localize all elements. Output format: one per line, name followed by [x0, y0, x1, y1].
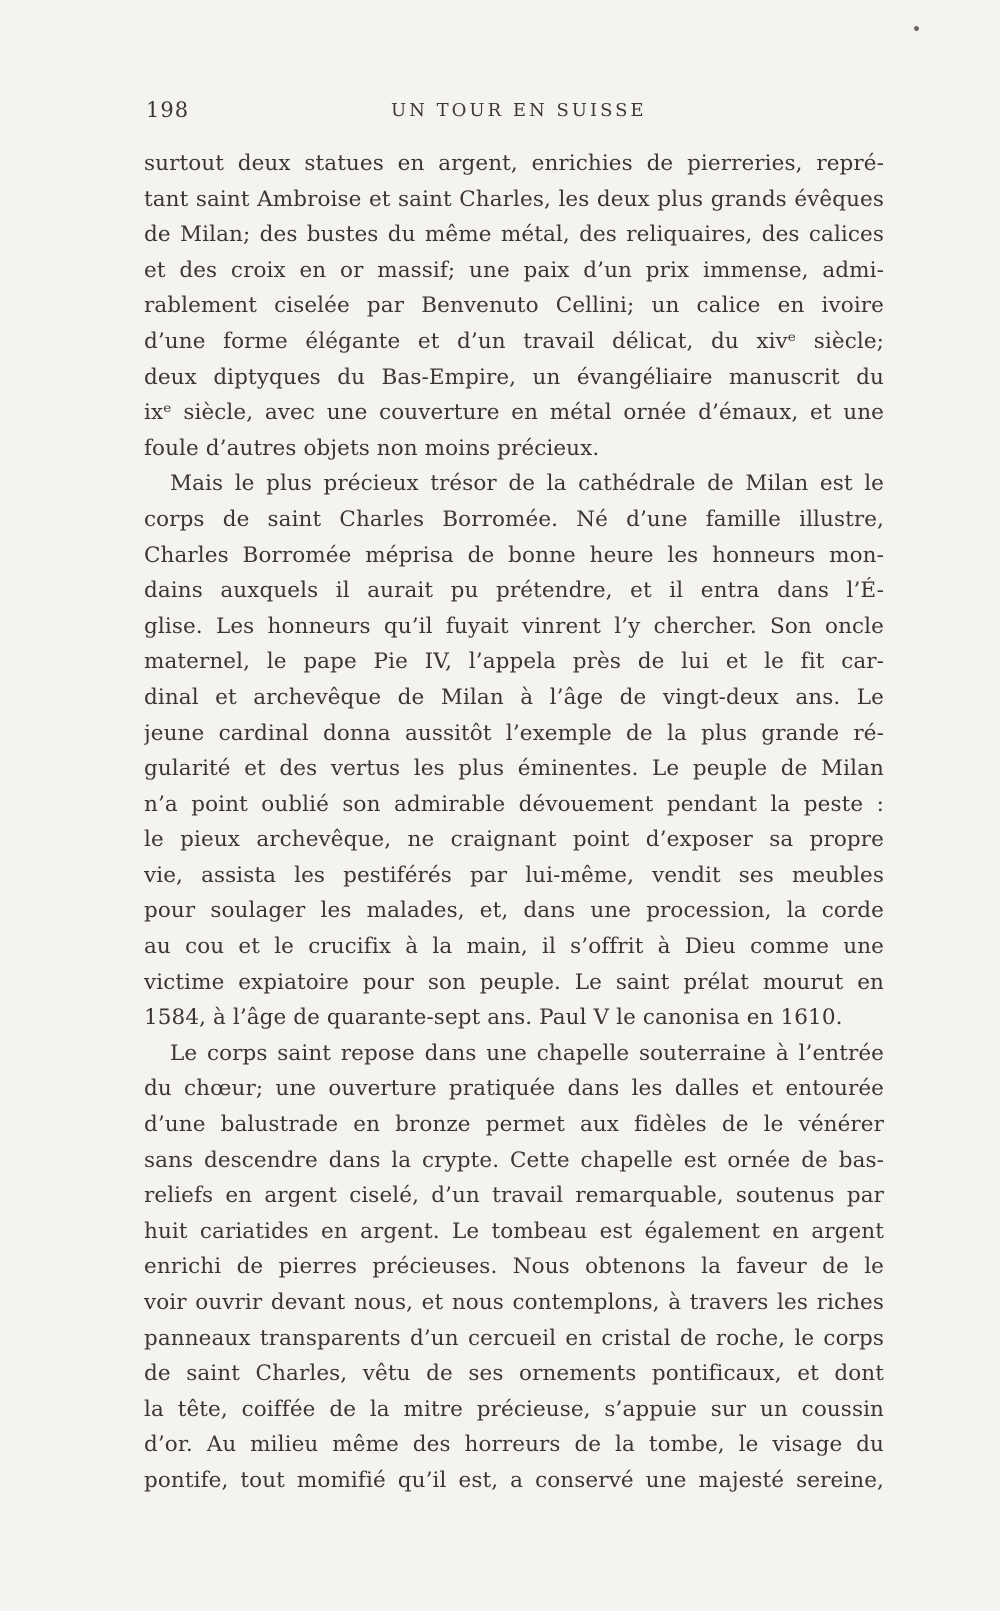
text-line: Charles Borromée méprisa de bonne heure les honneurs mon-	[144, 542, 884, 568]
text-line: pontife, tout momifié qu’il est, a conservé une majesté sereine,	[144, 1467, 884, 1493]
text-line: huit cariatides en argent. Le tombeau est également en argent	[144, 1218, 884, 1244]
text-line: dinal et archevêque de Milan à l’âge de vingt-deux ans. Le	[144, 684, 884, 710]
text-line: 1584, à l’âge de quarante-sept ans. Paul V le canonisa en 1610.	[144, 1005, 843, 1031]
text-line: tant saint Ambroise et saint Charles, les deux plus grands évêques	[144, 186, 884, 212]
text-line: deux diptyques du Bas-Empire, un évangéliaire manuscrit du	[144, 364, 884, 390]
text-line: maternel, le pape Pie IV, l’appela près de lui et le fit car-	[144, 649, 884, 675]
running-title: UN TOUR EN SUISSE	[391, 100, 647, 121]
text-line: foule d’autres objets non moins précieux.	[144, 435, 600, 461]
text-line: de saint Charles, vêtu de ses ornements pontificaux, et dont	[144, 1361, 884, 1387]
text-line: n’a point oublié son admirable dévouement pendant la peste :	[144, 791, 884, 817]
text-line: d’une balustrade en bronze permet aux fidèles de le vénérer	[144, 1112, 884, 1138]
text-line: d’une forme élégante et d’un travail délicat, du xivᵉ siècle;	[144, 328, 884, 354]
text-line: corps de saint Charles Borromée. Né d’une famille illustre,	[144, 506, 884, 532]
text-line: victime expiatoire pour son peuple. Le saint prélat mourut en	[144, 969, 884, 995]
text-line: du chœur; une ouverture pratiquée dans les dalles et entourée	[144, 1076, 884, 1102]
text-line: Le corps saint repose dans une chapelle souterraine à l’entrée	[170, 1040, 884, 1066]
text-line: Mais le plus précieux trésor de la cathédrale de Milan est le	[170, 471, 884, 497]
text-line: reliefs en argent ciselé, d’un travail remarquable, soutenus par	[144, 1183, 884, 1209]
text-line: la tête, coiffée de la mitre précieuse, s’appuie sur un coussin	[144, 1396, 884, 1422]
text-line: vie, assista les pestiférés par lui-même, vendit ses meubles	[144, 862, 884, 888]
text-line: glise. Les honneurs qu’il fuyait vinrent l’y chercher. Son oncle	[144, 613, 884, 639]
text-line: enrichi de pierres précieuses. Nous obtenons la faveur de le	[144, 1254, 884, 1280]
text-line: rablement ciselée par Benvenuto Cellini; un calice en ivoire	[144, 293, 884, 319]
text-line: sans descendre dans la crypte. Cette chapelle est ornée de bas-	[144, 1147, 884, 1173]
page-number: 198	[146, 98, 190, 122]
text-line: au cou et le crucifix à la main, il s’offrit à Dieu comme une	[144, 934, 884, 960]
text-line: de Milan; des bustes du même métal, des reliquaires, des calices	[144, 222, 884, 248]
text-line: dains auxquels il aurait pu prétendre, et il entra dans l’É-	[144, 578, 884, 604]
text-line: jeune cardinal donna aussitôt l’exemple de la plus grande ré-	[144, 720, 884, 746]
text-line: voir ouvrir devant nous, et nous contemplons, à travers les riches	[144, 1290, 884, 1315]
text-line: gularité et des vertus les plus éminentes. Le peuple de Milan	[144, 756, 884, 782]
page-header	[146, 98, 886, 128]
body-text	[144, 146, 884, 1499]
text-line: surtout deux statues en argent, enrichies de pierreries, repré-	[144, 151, 884, 176]
text-line: d’or. Au milieu même des horreurs de la tombe, le visage du	[144, 1432, 884, 1458]
text-line: le pieux archevêque, ne craignant point d’exposer sa propre	[144, 827, 884, 853]
text-line: et des croix en or massif; une paix d’un prix immense, admi-	[144, 257, 884, 283]
ink-speck	[914, 26, 919, 31]
text-line: ixᵉ siècle, avec une couverture en métal ornée d’émaux, et une	[144, 400, 884, 426]
text-line: pour soulager les malades, et, dans une procession, la corde	[144, 898, 884, 924]
text-line: panneaux transparents d’un cercueil en cristal de roche, le corps	[144, 1325, 884, 1351]
